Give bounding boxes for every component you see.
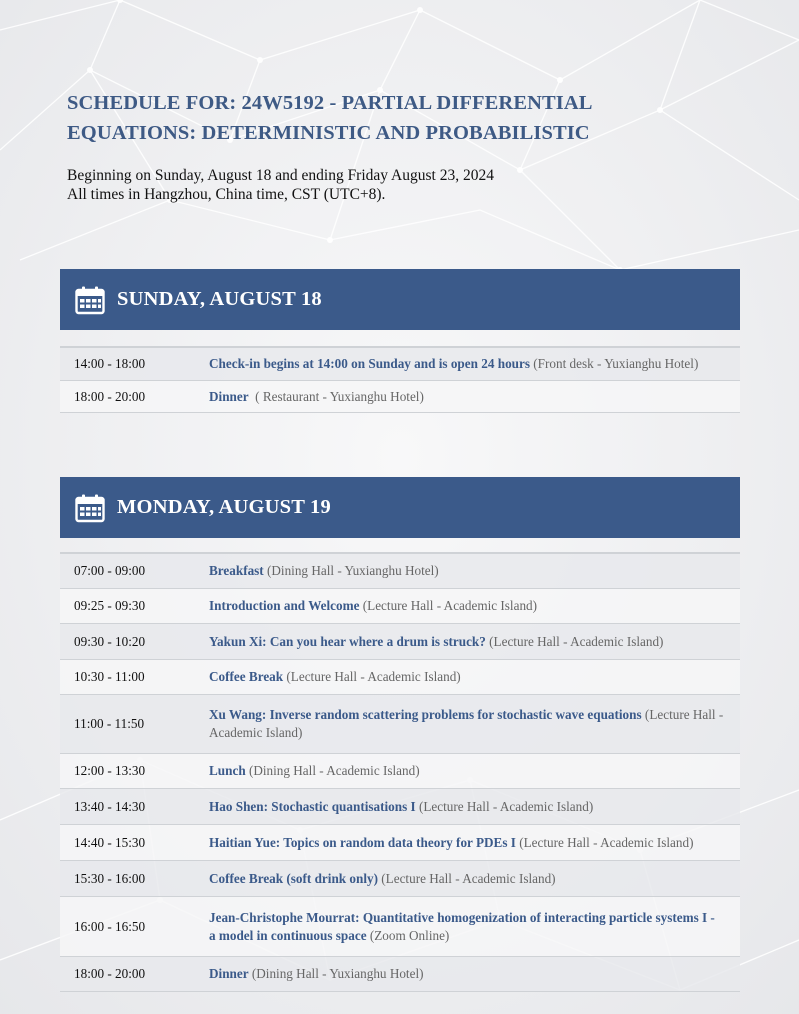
table-row: [60, 589, 740, 624]
event-description: [209, 562, 740, 580]
event-time: 14:40 - 15:30: [74, 834, 146, 850]
event-title: Hao Shen: Stochastic quantisations I: [209, 798, 416, 814]
table-row: [60, 861, 740, 897]
event-time: 16:00 - 16:50: [74, 918, 146, 934]
calendar-icon: [75, 285, 105, 315]
event-location: (Lecture Hall - Academic Island): [489, 633, 664, 649]
event-location: (Lecture Hall - Academic Island): [418, 798, 594, 814]
table-row: [60, 789, 740, 825]
event-title: Xu Wang: Inverse random scattering problems for stochastic wave equations: [209, 707, 642, 722]
event-time: 11:00 - 11:50: [74, 716, 145, 731]
event-location: (Lecture Hall - Academic Island): [362, 598, 538, 613]
event-title: Yakun Xi: Can you hear where a drum is struck?: [209, 633, 486, 649]
day-title: MONDAY, AUGUST 19: [117, 496, 331, 518]
event-description: [209, 633, 740, 651]
event-description: [209, 834, 740, 852]
table-row: [60, 825, 740, 861]
event-description: [209, 870, 740, 888]
event-time: 14:00 - 18:00: [74, 356, 146, 371]
event-title: Dinner: [209, 966, 249, 981]
table-row: [60, 381, 740, 413]
calendar-icon: [75, 493, 105, 523]
table-row: [60, 897, 740, 957]
event-time: 12:00 - 13:30: [74, 763, 146, 778]
table-row: [60, 348, 740, 381]
event-time: 07:00 - 09:00: [74, 563, 146, 578]
event-description: [209, 798, 740, 816]
event-time: 18:00 - 20:00: [74, 388, 146, 404]
event-description: [209, 388, 740, 406]
table-row: [60, 624, 740, 660]
intro-dates: Beginning on Sunday, August 18 and ending Friday August 23, 2024: [67, 167, 494, 184]
event-title: Coffee Break: [209, 669, 284, 684]
event-time: 10:30 - 11:00: [74, 669, 145, 684]
page-title-line-2: EQUATIONS: DETERMINISTIC AND PROBABILISTIC: [67, 122, 590, 144]
event-location: (Lecture Hall - Academic Island): [381, 870, 556, 886]
day-header-monday: [60, 477, 740, 538]
event-title: Check-in begins at 14:00 on Sunday and is open 24 hours: [209, 356, 530, 371]
schedule-table-monday: [60, 552, 740, 992]
event-description: [209, 597, 740, 615]
event-description: [209, 762, 740, 780]
event-location: (Lecture Hall - Academic Island): [286, 669, 461, 684]
event-description: [209, 706, 740, 742]
event-description: [209, 355, 740, 373]
table-row: [60, 554, 740, 589]
event-time: 09:30 - 10:20: [74, 633, 146, 649]
schedule-intro: [67, 166, 494, 204]
day-title: SUNDAY, AUGUST 18: [117, 288, 322, 310]
event-location: (Zoom Online): [369, 927, 450, 943]
event-time: 13:40 - 14:30: [74, 798, 146, 814]
page-title: [67, 88, 747, 148]
event-description: [209, 909, 740, 945]
event-description: [209, 668, 740, 686]
intro-timezone: All times in Hangzhou, China time, CST (UTC+8).: [67, 186, 386, 203]
event-title: Lunch: [209, 763, 246, 778]
table-row: [60, 660, 740, 695]
table-row: [60, 695, 740, 754]
event-location: (Front desk - Yuxianghu Hotel): [533, 356, 699, 371]
event-description: [209, 965, 740, 983]
event-title: Coffee Break (soft drink only): [209, 870, 378, 886]
event-location: (Lecture Hall - Academic Island): [209, 707, 724, 740]
event-title: Introduction and Welcome: [209, 598, 360, 613]
day-header-sunday: [60, 269, 740, 330]
table-row: [60, 957, 740, 992]
event-title: Jean-Christophe Mourrat: Quantitative homogenization of interacting particle systems I - a model in continuous space: [209, 909, 715, 943]
event-time: 18:00 - 20:00: [74, 966, 146, 981]
event-location: (Lecture Hall - Academic Island): [519, 834, 694, 850]
schedule-table-sunday: [60, 346, 740, 413]
table-row: [60, 754, 740, 789]
event-location: (Dining Hall - Yuxianghu Hotel): [251, 966, 424, 981]
page-title-line-1: SCHEDULE FOR: 24W5192 - PARTIAL DIFFERENTIAL: [67, 92, 593, 114]
event-title: Breakfast: [209, 563, 264, 578]
event-location: (Dining Hall - Yuxianghu Hotel): [267, 563, 439, 578]
event-location: (Dining Hall - Academic Island): [248, 763, 420, 778]
event-time: 15:30 - 16:00: [74, 870, 146, 886]
event-title: Haitian Yue: Topics on random data theory for PDEs I: [209, 834, 516, 850]
event-title: Dinner: [209, 388, 249, 404]
event-location: ( Restaurant - Yuxianghu Hotel): [255, 388, 424, 404]
event-time: 09:25 - 09:30: [74, 598, 146, 613]
